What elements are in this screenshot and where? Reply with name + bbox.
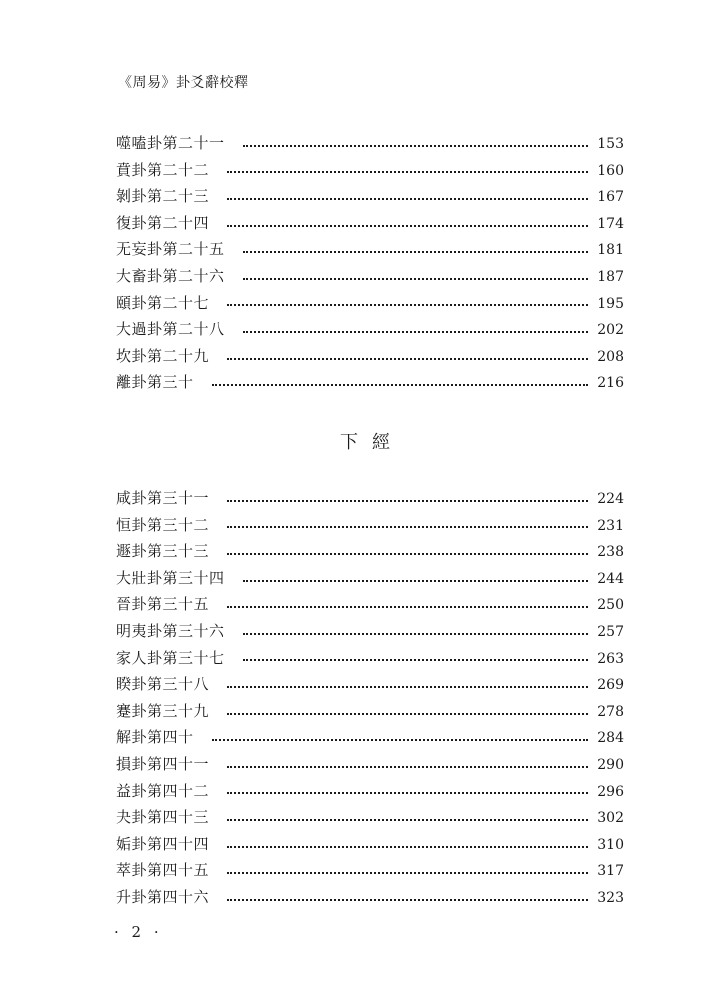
toc-entry-title: 睽卦第三十八 [116, 675, 210, 694]
toc-entry [116, 804, 624, 831]
toc-entry-page-number: 317 [597, 863, 624, 880]
dot-leader [227, 525, 588, 528]
dot-leader [227, 170, 588, 173]
toc-entry-page-number: 278 [597, 703, 624, 720]
toc-entry-title: 晉卦第三十五 [116, 595, 210, 614]
toc-entry [116, 831, 624, 858]
dot-leader [227, 552, 588, 555]
toc-entry-page-number: 238 [597, 544, 624, 561]
toc-entry [116, 698, 624, 725]
toc-entry [116, 724, 624, 751]
toc-entry [116, 512, 624, 539]
toc-entry-page-number: 187 [597, 268, 624, 285]
toc-entry [116, 618, 624, 645]
toc-entry-title: 賁卦第二十二 [116, 160, 210, 179]
dot-leader [227, 818, 588, 821]
toc-entry-page-number: 195 [597, 295, 624, 312]
toc-entry [116, 778, 624, 805]
toc-entry-page-number: 153 [597, 136, 624, 152]
toc-entry-page-number: 224 [597, 491, 624, 507]
dot-leader [227, 197, 588, 200]
toc-entry-title: 明夷卦第三十六 [116, 621, 225, 640]
dot-leader [227, 871, 588, 874]
toc-entry [116, 671, 624, 698]
toc-entry-title: 萃卦第四十五 [116, 861, 210, 880]
toc-entry-title: 遯卦第三十三 [116, 542, 210, 561]
dot-leader [243, 250, 588, 253]
toc-entry [116, 263, 624, 290]
toc-entry [116, 857, 624, 884]
toc-entry [116, 236, 624, 263]
dot-leader [227, 499, 588, 502]
dot-leader [227, 357, 588, 360]
toc-entry-title: 夬卦第四十三 [116, 808, 210, 827]
toc-entry-page-number: 257 [597, 623, 624, 640]
running-head: 《周易》卦爻辭校釋 [118, 75, 249, 91]
toc-entry-title: 頤卦第二十七 [116, 293, 210, 312]
toc-entry-page-number: 216 [597, 375, 624, 392]
dot-leader [227, 791, 588, 794]
toc-entry-title: 離卦第三十 [116, 373, 194, 392]
dot-leader [243, 144, 588, 147]
dot-leader [227, 898, 588, 901]
toc-upper-list [116, 130, 624, 396]
toc-entry [116, 645, 624, 672]
toc-entry-page-number: 310 [597, 836, 624, 853]
toc-entry-title: 家人卦第三十七 [116, 648, 225, 667]
toc-entry [116, 183, 624, 210]
dot-leader [212, 738, 588, 741]
toc-entry [116, 157, 624, 184]
toc-entry-page-number: 269 [597, 677, 624, 694]
toc-entry-title: 大壯卦第三十四 [116, 568, 225, 587]
toc-entry-page-number: 284 [597, 730, 624, 747]
toc-entry [116, 369, 624, 396]
toc-entry-page-number: 250 [597, 597, 624, 614]
toc-entry-title: 升卦第四十六 [116, 887, 210, 906]
dot-leader [243, 632, 588, 635]
toc-entry-title: 噬嗑卦第二十一 [116, 134, 225, 152]
dot-leader [227, 845, 588, 848]
toc-entry-page-number: 208 [597, 348, 624, 365]
toc-entry-page-number: 160 [597, 162, 624, 179]
toc-entry-title: 咸卦第三十一 [116, 489, 210, 507]
page-number: · 2 · [114, 923, 163, 941]
dot-leader [212, 383, 588, 386]
toc-entry-title: 姤卦第四十四 [116, 834, 210, 853]
dot-leader [243, 658, 588, 661]
toc-entry-title: 損卦第四十一 [116, 754, 210, 773]
toc-lower-list [116, 485, 624, 911]
toc-entry-title: 剝卦第二十三 [116, 187, 210, 206]
toc-entry [116, 884, 624, 911]
toc-entry [116, 290, 624, 317]
dot-leader [227, 224, 588, 227]
toc-entry-title: 坎卦第二十九 [116, 346, 210, 365]
toc-entry-title: 復卦第二十四 [116, 213, 210, 232]
toc-entry-page-number: 202 [597, 322, 624, 339]
toc-entry-title: 大畜卦第二十六 [116, 266, 225, 285]
dot-leader [243, 277, 588, 280]
toc-entry-page-number: 181 [597, 242, 624, 259]
toc-entry [116, 538, 624, 565]
dot-leader [227, 303, 588, 306]
dot-leader [227, 712, 588, 715]
toc-entry-page-number: 290 [597, 756, 624, 773]
toc-entry-title: 益卦第四十二 [116, 781, 210, 800]
dot-leader [227, 605, 588, 608]
toc-entry-title: 无妄卦第二十五 [116, 240, 225, 259]
toc-entry-page-number: 323 [597, 889, 624, 906]
dot-leader [243, 330, 588, 333]
toc-entry-title: 大過卦第二十八 [116, 320, 225, 339]
toc-entry [116, 565, 624, 592]
toc-entry-page-number: 231 [597, 517, 624, 534]
toc-entry [116, 343, 624, 370]
toc-entry [116, 210, 624, 237]
toc-entry-page-number: 167 [597, 189, 624, 206]
toc-entry-page-number: 244 [597, 570, 624, 587]
dot-leader [227, 685, 588, 688]
toc-entry [116, 130, 624, 157]
toc-entry-title: 恒卦第三十二 [116, 515, 210, 534]
section-heading: 下經 [340, 432, 404, 453]
dot-leader [243, 579, 588, 582]
toc-entry-page-number: 296 [597, 783, 624, 800]
toc-entry [116, 316, 624, 343]
toc-entry [116, 751, 624, 778]
toc-entry-title: 蹇卦第三十九 [116, 701, 210, 720]
toc-entry [116, 591, 624, 618]
dot-leader [227, 765, 588, 768]
toc-entry [116, 485, 624, 512]
toc-entry-title: 解卦第四十 [116, 728, 194, 747]
toc-entry-page-number: 174 [597, 215, 624, 232]
toc-entry-page-number: 302 [597, 810, 624, 827]
toc-entry-page-number: 263 [597, 650, 624, 667]
